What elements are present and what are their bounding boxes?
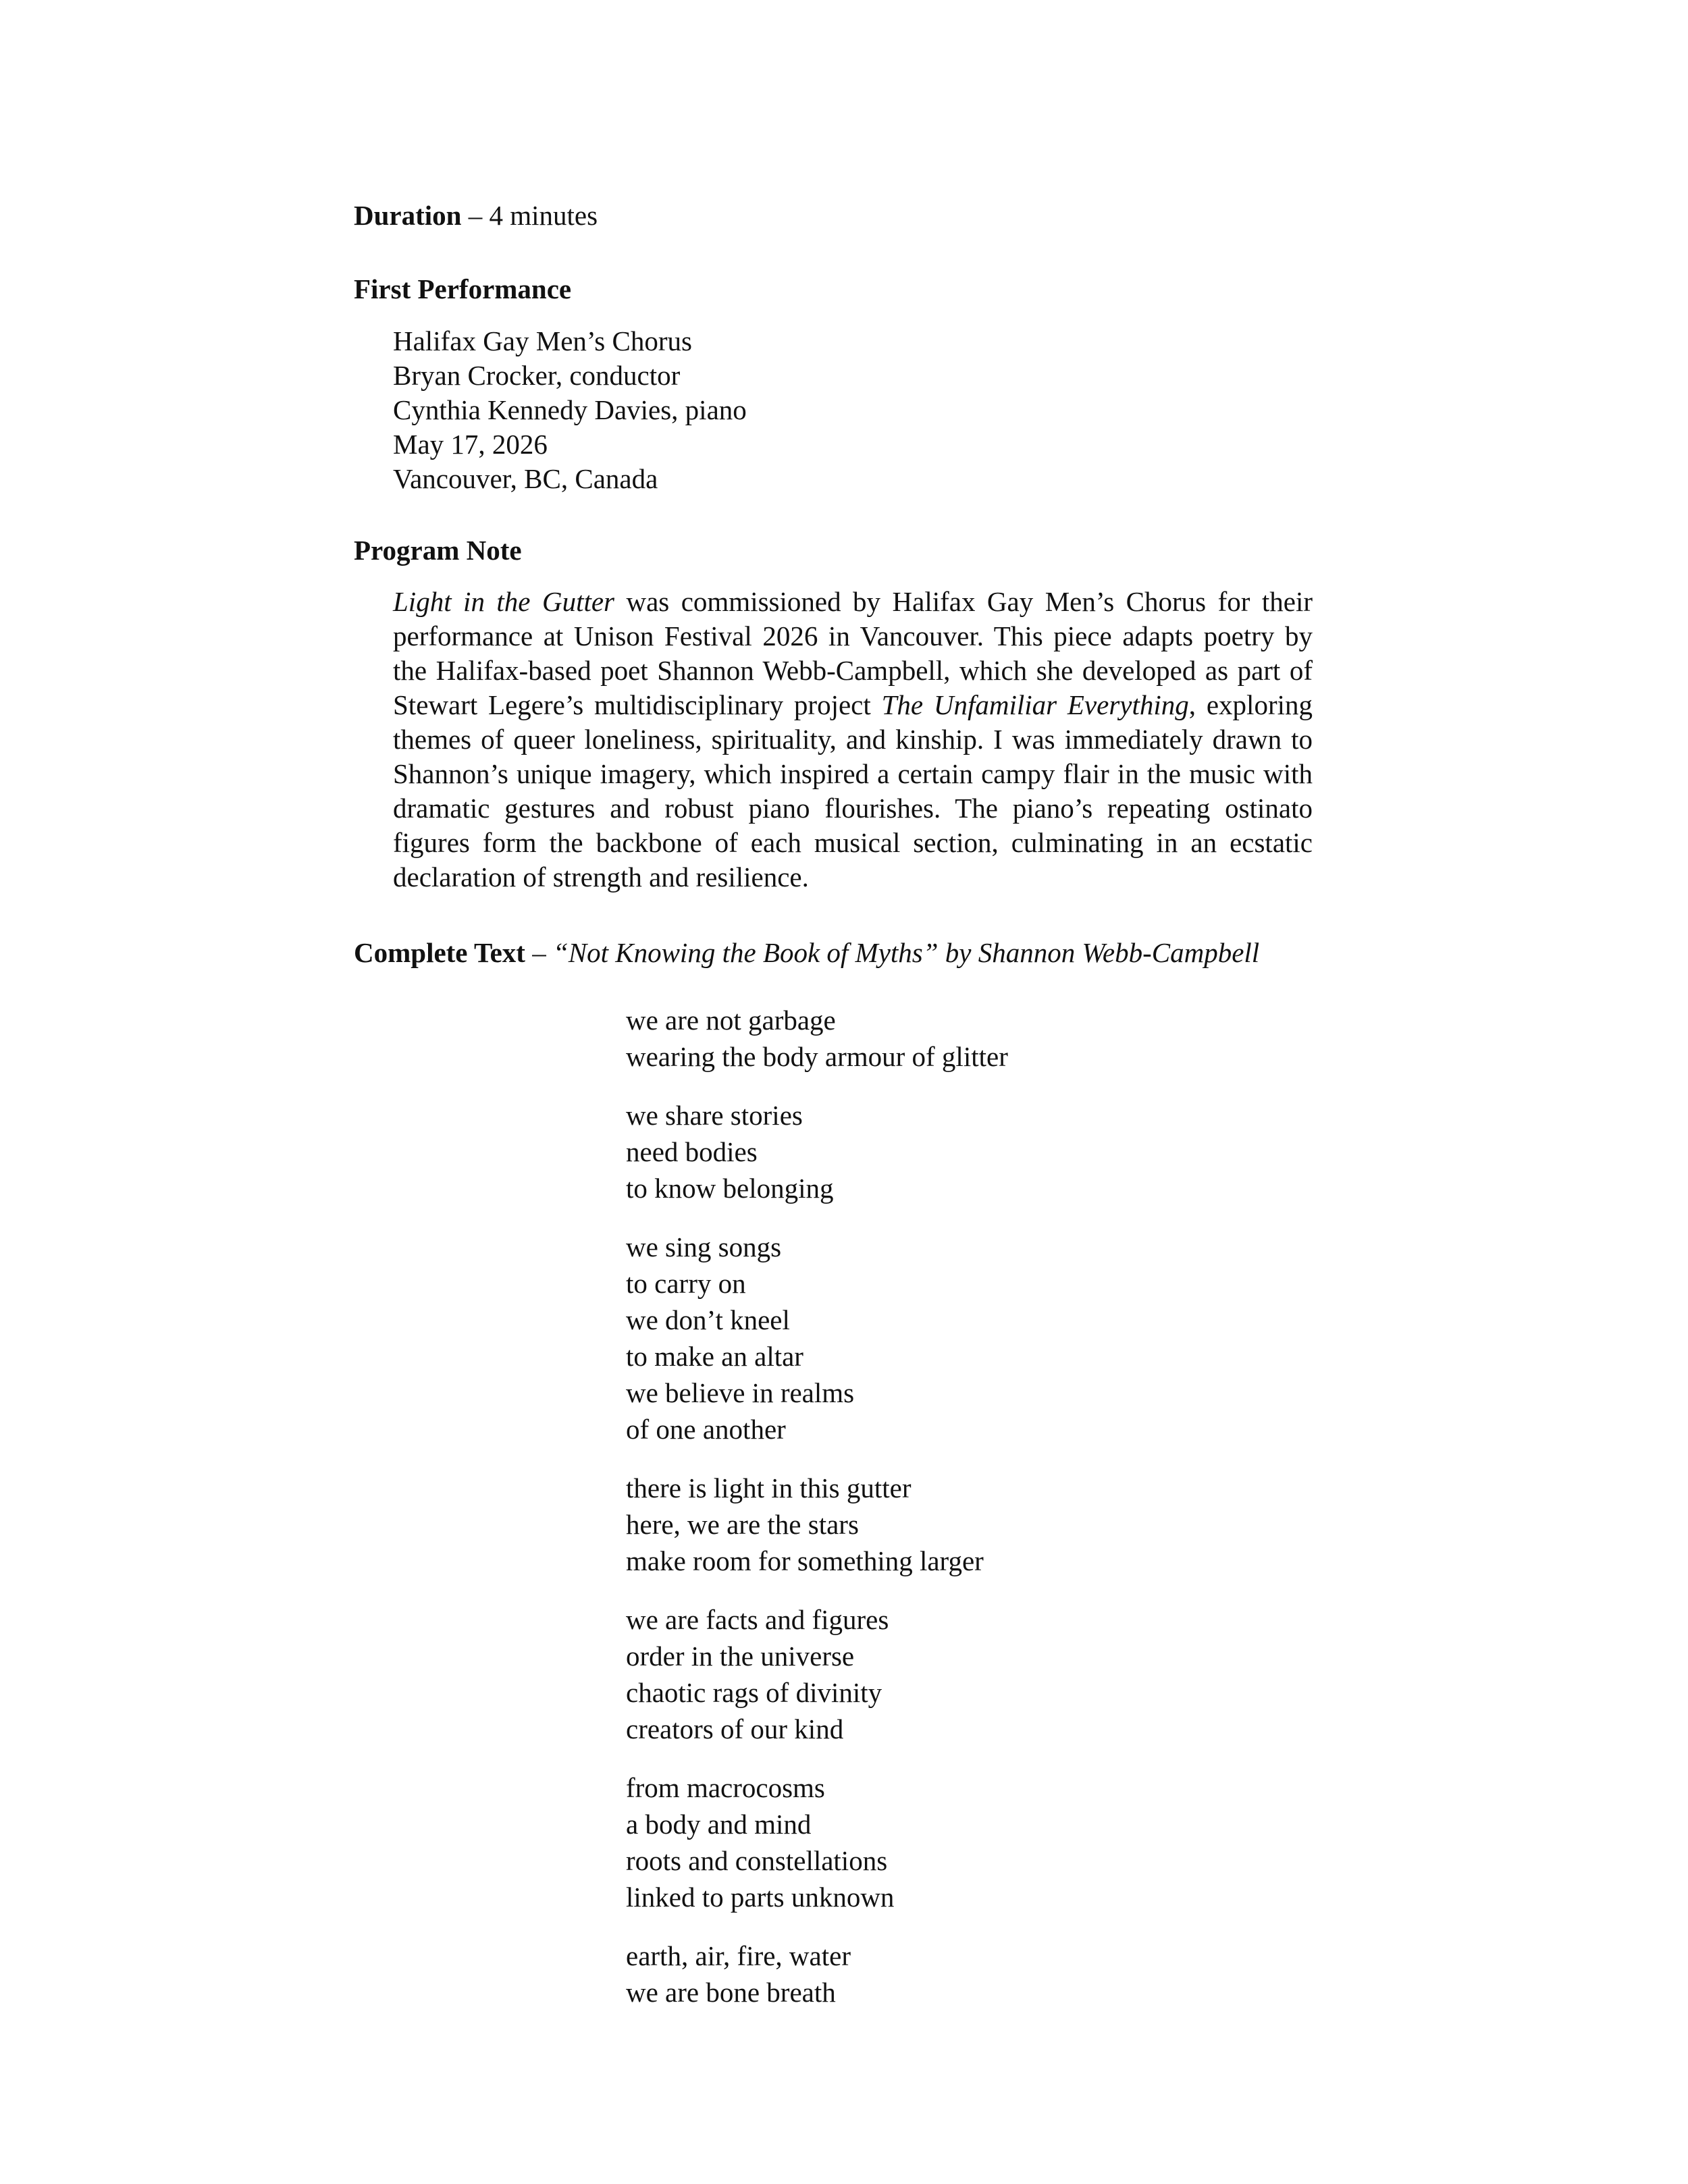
- poem-line: earth, air, fire, water: [626, 1940, 851, 1971]
- poem-line: chaotic rags of divinity: [626, 1677, 882, 1708]
- poem-line: order in the universe: [626, 1641, 855, 1672]
- poem-line: there is light in this gutter: [626, 1472, 912, 1503]
- program-note-work-title: Light in the Gutter: [393, 586, 615, 617]
- first-performance-heading: First Performance: [354, 273, 572, 304]
- poem-stanza: [626, 1002, 1234, 1075]
- duration-value: 4 minutes: [489, 200, 598, 231]
- duration-line: [354, 198, 1313, 233]
- poem-line: make room for something larger: [626, 1545, 984, 1576]
- poem-line: to carry on: [626, 1268, 746, 1299]
- duration-separator: –: [461, 200, 490, 231]
- duration-section: [354, 198, 1313, 233]
- first-performance-details: [393, 324, 1313, 496]
- poem: [626, 1002, 1234, 2033]
- first-performance-heading-block: [354, 272, 1313, 307]
- duration-label: Duration: [354, 200, 462, 231]
- poem-line: roots and constellations: [626, 1845, 888, 1876]
- program-note-heading-block: [354, 533, 1313, 568]
- program-note-project-title: The Unfamiliar Everything: [881, 689, 1189, 720]
- poem-line: we don’t kneel: [626, 1304, 790, 1335]
- complete-text-label: Complete Text: [354, 937, 525, 968]
- poem-stanza: [626, 1769, 1234, 1915]
- poem-line: we believe in realms: [626, 1377, 855, 1408]
- program-note-text: [393, 585, 1313, 895]
- program-note-heading: Program Note: [354, 535, 522, 566]
- poem-line: we are facts and figures: [626, 1604, 889, 1635]
- poem-line: linked to parts unknown: [626, 1882, 895, 1913]
- poem-line: of one another: [626, 1414, 786, 1445]
- location-line: Vancouver, BC, Canada: [393, 463, 658, 494]
- program-note-body-1: was commissioned by Halifax Gay Men’s Chorus for their performance at Unison Festival 2026 in Vancouver. This piece adapts poetry by the Halifax-based poet Shannon Webb-Campbell, which she developed as part of Stewart Legere’s multidisciplinary project: [393, 586, 1313, 720]
- poem-line: to know belonging: [626, 1173, 834, 1204]
- poem-line: wearing the body armour of glitter: [626, 1041, 1008, 1072]
- poem-line: need bodies: [626, 1136, 758, 1167]
- poem-line: we share stories: [626, 1100, 803, 1131]
- poem-stanza: [626, 1601, 1234, 1747]
- complete-text-heading: [354, 936, 1313, 970]
- poem-stanza: [626, 1938, 1234, 2010]
- poem-line: we sing songs: [626, 1231, 782, 1262]
- poem-line: we are not garbage: [626, 1005, 836, 1036]
- performer-line: Halifax Gay Men’s Chorus: [393, 325, 692, 356]
- date-line: May 17, 2026: [393, 429, 548, 460]
- complete-text-heading-block: [354, 936, 1313, 970]
- poem-line: here, we are the stars: [626, 1509, 859, 1540]
- program-note-body-2: , exploring themes of queer loneliness, spirituality, and kinship. I was immediately drawn to Shannon’s unique imagery, which inspired a certain campy flair in the music with dramatic gestures and robust piano flourishes. The piano’s repeating ostinato figures form the backbone of each musical section, culminating in an ecstatic declaration of strength and resilience.: [393, 689, 1313, 893]
- pianist-line: Cynthia Kennedy Davies, piano: [393, 394, 747, 425]
- poem-stanza: [626, 1229, 1234, 1447]
- poem-line: we are bone breath: [626, 1977, 836, 2008]
- complete-text-separator: –: [525, 937, 553, 968]
- poem-stanza: [626, 1470, 1234, 1579]
- conductor-line: Bryan Crocker, conductor: [393, 360, 681, 391]
- poem-line: from macrocosms: [626, 1772, 825, 1803]
- poem-stanza: [626, 1097, 1234, 1206]
- complete-text-source: “Not Knowing the Book of Myths” by Shannon Webb-Campbell: [552, 937, 1260, 968]
- poem-line: a body and mind: [626, 1809, 812, 1840]
- poem-line: creators of our kind: [626, 1713, 844, 1744]
- poem-line: to make an altar: [626, 1341, 803, 1372]
